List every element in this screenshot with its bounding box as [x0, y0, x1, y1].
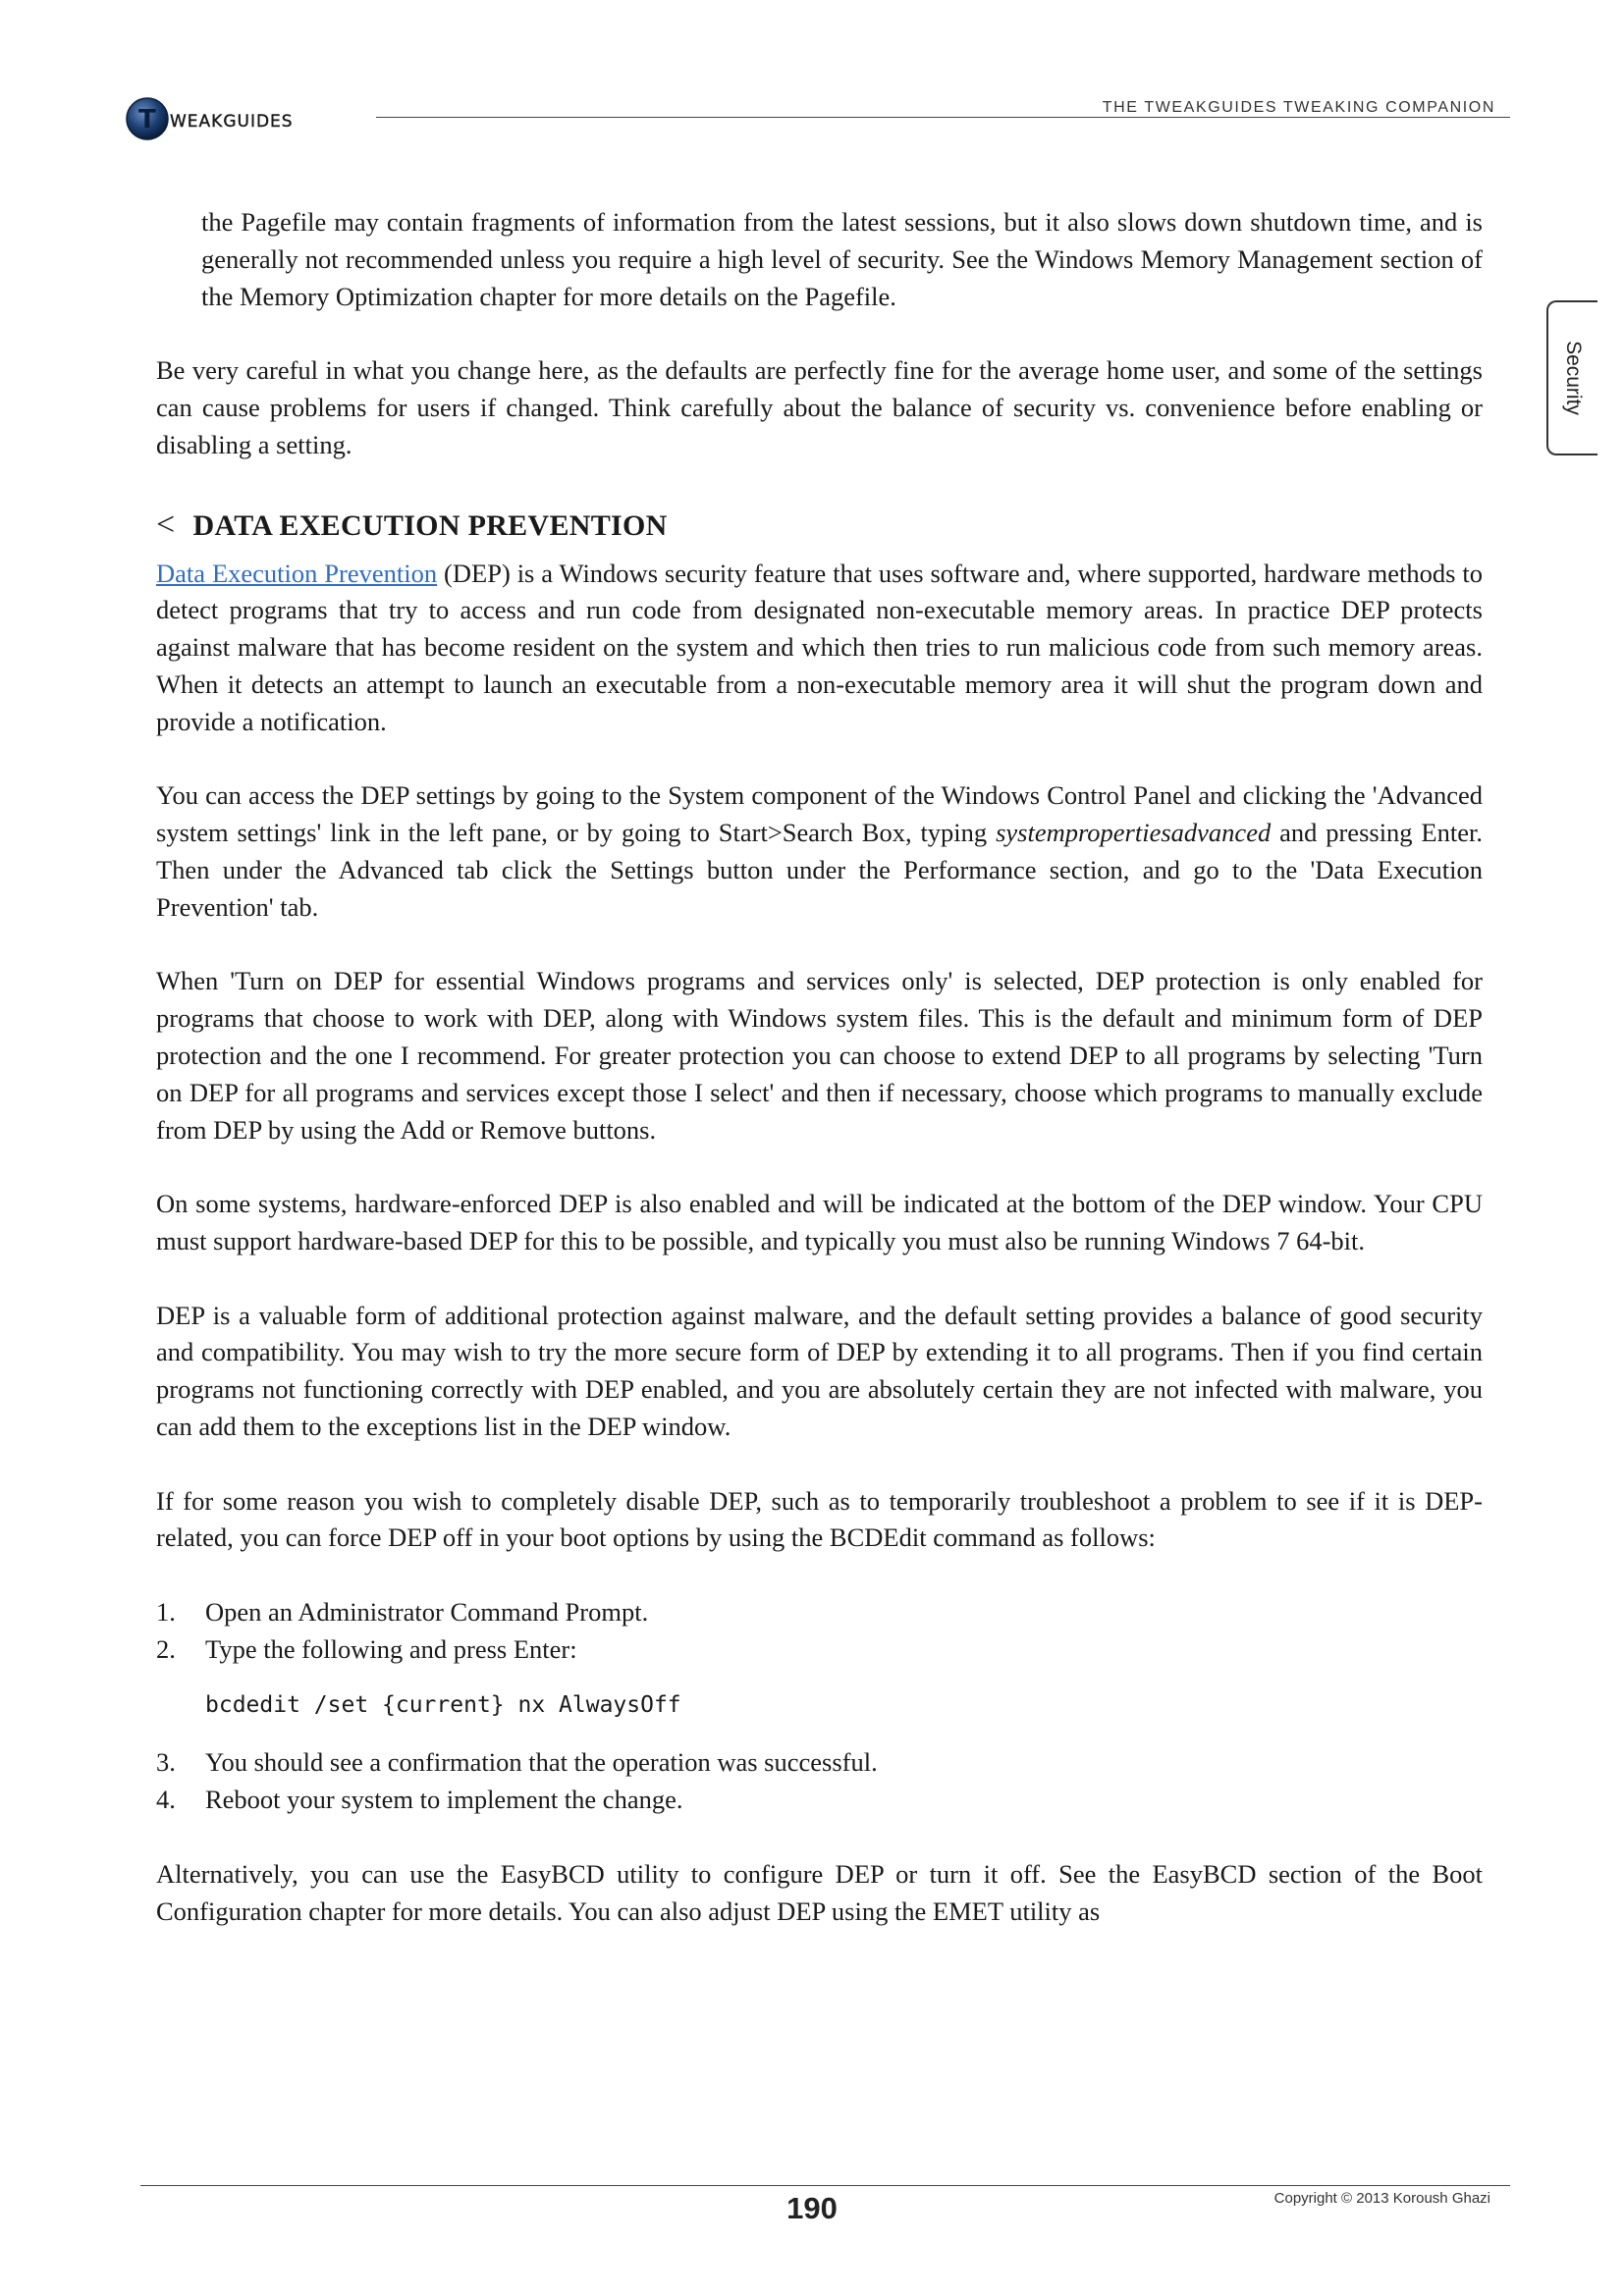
paragraph	[156, 777, 1483, 926]
section-heading	[156, 504, 1483, 548]
paragraph	[156, 556, 1483, 741]
paragraph: When 'Turn on DEP for essential Windows programs and services only' is selected, DEP protection is only enabled for programs that choose to work with DEP, along with Windows system files. This is the default and minimum form of DEP protection and the one I recommend. For greater protection you can choose to extend DEP to all programs by selecting 'Turn on DEP for all programs and services except those I select' and then if necessary, choose which programs to manually exclude from DEP by using the Add or Remove buttons.	[156, 966, 1483, 1145]
paragraph: Alternatively, you can use the EasyBCD utility to configure DEP or turn it off. See the EasyBCD section of the Boot Configuration chapter for more details. You can also adjust DEP using the EMET utility as	[156, 1858, 1483, 1926]
paragraph: If for some reason you wish to completely disable DEP, such as to temporarily troubleshoot a problem to see if it is DEP-related, you can force DEP off in your boot options by using the BCDEdit command as follows:	[156, 1485, 1483, 1553]
list-item-text: Type the following and press Enter:	[205, 1633, 577, 1664]
list-number: 1.	[156, 1596, 176, 1627]
header-title: THE TWEAKGUIDES TWEAKING COMPANION	[1102, 99, 1495, 116]
list-item-text: Reboot your system to implement the change.	[205, 1785, 683, 1815]
list-number: 2.	[156, 1633, 176, 1664]
paragraph: On some systems, hardware-enforced DEP is also enabled and will be indicated at the bottom of the DEP window. Your CPU must support hardware-based DEP for this to be possible, and typically you must also be running Windows 7 64-bit.	[156, 1189, 1483, 1255]
svg-text:T: T	[138, 105, 156, 134]
paragraph-text: (DEP) is a Windows security feature that uses software and, where supported, hardware methods to detect programs that try to access and run code from designated non-executable memory areas. In practice DEP protects against malware that has become resident on the system and which then tries to run malicious code from such memory areas. When it detects an attempt to launch an executable from a non-executable memory area it will shut the program down and provide a notification.	[156, 558, 1483, 736]
paragraph-text: You can access the DEP settings by going to the System component of the Windows Control Panel and clicking the 'Advanced system settings' link in the left pane, or by going to Start>Search Box, typing	[156, 780, 1483, 848]
steps-list	[156, 1594, 1483, 1669]
svg-text:WEAKGUIDES: WEAKGUIDES	[170, 112, 294, 132]
paragraph: Be very careful in what you change here, as the defaults are perfectly fine for the average home user, and some of the settings can cause problems for users if changed. Think carefully about the balance of security vs. convenience before enabling or disabling a setting.	[156, 355, 1483, 459]
tweakguides-logo-icon	[126, 95, 361, 144]
list-item-text: Open an Administrator Command Prompt.	[205, 1596, 649, 1627]
section-tab-label: Security	[1562, 341, 1585, 415]
code-block: bcdedit /set {current} nx AlwaysOff	[205, 1692, 681, 1719]
header-divider	[376, 117, 1510, 118]
page-content	[156, 204, 1483, 1930]
list-item-text: You should see a confirmation that the operation was successful.	[205, 1747, 878, 1778]
list-number: 4.	[156, 1785, 176, 1815]
paragraph: the Pagefile may contain fragments of information from the latest sessions, but it also slows down shutdown time, and is generally not recommended unless you require a high level of security. See the Windows Memory Management section of the Memory Optimization chapter for more details on the Pagefile.	[201, 207, 1483, 311]
header-logo	[126, 95, 361, 144]
list-number: 3.	[156, 1747, 176, 1778]
chevron-left-icon: <	[156, 506, 176, 543]
steps-list	[156, 1744, 1483, 1819]
page-number: 190	[786, 2191, 838, 2225]
paragraph: DEP is a valuable form of additional protection against malware, and the default setting provides a balance of good security and compatibility. You may wish to try the more secure form of DEP by extending it to all programs. Then if you find certain programs not functioning correctly with DEP enabled, and you are absolutely certain they are not infected with malware, you can add them to the exceptions list in the DEP window.	[156, 1300, 1483, 1441]
list-item	[156, 1782, 1483, 1819]
footer-divider	[140, 2185, 1510, 2186]
copyright-notice: Copyright © 2013 Koroush Ghazi	[1273, 2190, 1490, 2207]
section-title: DATA EXECUTION PREVENTION	[192, 508, 668, 542]
list-item	[156, 1631, 1483, 1669]
list-item	[156, 1594, 1483, 1631]
list-item	[156, 1744, 1483, 1782]
command-name: systempropertiesadvanced	[996, 818, 1272, 848]
section-tab-security	[1546, 300, 1597, 455]
dep-link[interactable]: Data Execution Prevention	[156, 558, 438, 588]
paragraph-text: and pressing Enter. Then under the Advanced tab click the Settings button under the Performance section, and go to the 'Data Execution Prevention' tab.	[156, 818, 1483, 922]
